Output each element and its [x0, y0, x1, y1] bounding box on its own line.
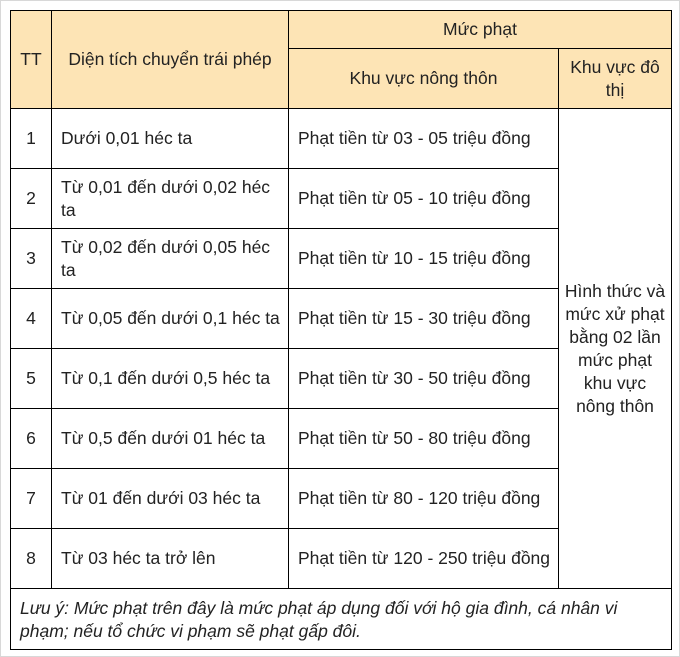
- row-area: Từ 03 héc ta trở lên: [52, 529, 289, 589]
- row-fine-rural: Phạt tiền từ 120 - 250 triệu đồng: [289, 529, 559, 589]
- row-fine-rural: Phạt tiền từ 05 - 10 triệu đồng: [289, 169, 559, 229]
- row-number: 6: [11, 409, 52, 469]
- row-area: Dưới 0,01 héc ta: [52, 109, 289, 169]
- row-area: Từ 0,05 đến dưới 0,1 héc ta: [52, 289, 289, 349]
- row-fine-rural: Phạt tiền từ 03 - 05 triệu đồng: [289, 109, 559, 169]
- row-fine-rural: Phạt tiền từ 15 - 30 triệu đồng: [289, 289, 559, 349]
- header-rural: Khu vực nông thôn: [289, 49, 559, 109]
- row-fine-rural: Phạt tiền từ 30 - 50 triệu đồng: [289, 349, 559, 409]
- row-fine-rural: Phạt tiền từ 50 - 80 triệu đồng: [289, 409, 559, 469]
- row-number: 2: [11, 169, 52, 229]
- row-area: Từ 0,5 đến dưới 01 héc ta: [52, 409, 289, 469]
- row-number: 1: [11, 109, 52, 169]
- row-area: Từ 0,01 đến dưới 0,02 héc ta: [52, 169, 289, 229]
- row-area: Từ 01 đến dưới 03 héc ta: [52, 469, 289, 529]
- note-row: [11, 589, 672, 650]
- urban-fine-note: Hình thức và mức xử phạt bằng 02 lần mức phạt khu vực nông thôn: [559, 109, 672, 589]
- header-tt: TT: [11, 11, 52, 109]
- footnote: Lưu ý: Mức phạt trên đây là mức phạt áp dụng đối với hộ gia đình, cá nhân vi phạm; nếu tổ chức vi phạm sẽ phạt gấp đôi.: [11, 589, 672, 650]
- table-header: [11, 11, 672, 109]
- row-area: Từ 0,02 đến dưới 0,05 héc ta: [52, 229, 289, 289]
- row-number: 4: [11, 289, 52, 349]
- header-fine: Mức phạt: [289, 11, 672, 49]
- header-area: Diện tích chuyển trái phép: [52, 11, 289, 109]
- row-fine-rural: Phạt tiền từ 80 - 120 triệu đồng: [289, 469, 559, 529]
- table-body: [11, 109, 672, 650]
- table-row: [11, 109, 672, 169]
- header-urban: Khu vực đô thị: [559, 49, 672, 109]
- row-area: Từ 0,1 đến dưới 0,5 héc ta: [52, 349, 289, 409]
- penalty-table: [10, 10, 672, 650]
- row-fine-rural: Phạt tiền từ 10 - 15 triệu đồng: [289, 229, 559, 289]
- row-number: 3: [11, 229, 52, 289]
- row-number: 8: [11, 529, 52, 589]
- row-number: 7: [11, 469, 52, 529]
- row-number: 5: [11, 349, 52, 409]
